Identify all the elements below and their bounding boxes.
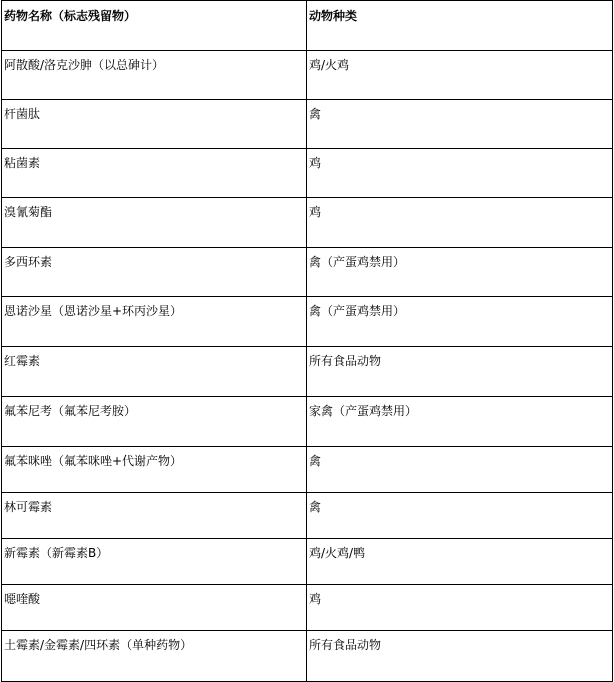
- table-row: [2, 149, 613, 198]
- drug-name-cell: 杆菌肽: [2, 100, 307, 149]
- animal-species-cell: 鸡: [307, 198, 613, 248]
- drug-name-cell: 氟苯尼考（氟苯尼考胺）: [2, 397, 307, 447]
- drug-name-cell: 阿散酸/洛克沙胂（以总砷计）: [2, 51, 307, 100]
- table-row: [2, 397, 613, 447]
- animal-species-cell: 家禽（产蛋鸡禁用）: [307, 397, 613, 447]
- drug-name-cell: 恩诺沙星（恩诺沙星+环丙沙星）: [2, 297, 307, 347]
- drug-name-cell: 粘菌素: [2, 149, 307, 198]
- animal-species-cell: 禽: [307, 100, 613, 149]
- table-row: [2, 447, 613, 493]
- table-row: [2, 51, 613, 100]
- table-row: [2, 631, 613, 682]
- animal-species-cell: 禽（产蛋鸡禁用）: [307, 248, 613, 297]
- table-row: [2, 347, 613, 397]
- table-row: [2, 493, 613, 539]
- drug-residue-table: [1, 0, 613, 682]
- drug-name-cell: 林可霉素: [2, 493, 307, 539]
- animal-species-cell: 禽（产蛋鸡禁用）: [307, 297, 613, 347]
- table-row: [2, 248, 613, 297]
- drug-name-cell: 溴氰菊酯: [2, 198, 307, 248]
- animal-species-cell: 鸡/火鸡/鸭: [307, 539, 613, 585]
- table-row: [2, 198, 613, 248]
- drug-name-cell: 多西环素: [2, 248, 307, 297]
- animal-species-cell: 鸡: [307, 149, 613, 198]
- animal-species-cell: 所有食品动物: [307, 347, 613, 397]
- table-row: [2, 100, 613, 149]
- table-row: [2, 585, 613, 631]
- drug-name-cell: 土霉素/金霉素/四环素（单种药物）: [2, 631, 307, 682]
- drug-name-cell: 氟苯咪唑（氟苯咪唑+代谢产物）: [2, 447, 307, 493]
- animal-species-cell: 禽: [307, 447, 613, 493]
- header-animal-species: 动物种类: [307, 1, 613, 51]
- drug-name-cell: 噁喹酸: [2, 585, 307, 631]
- animal-species-cell: 禽: [307, 493, 613, 539]
- drug-name-cell: 新霉素（新霉素B）: [2, 539, 307, 585]
- table-header-row: [2, 1, 613, 51]
- drug-name-cell: 红霉素: [2, 347, 307, 397]
- animal-species-cell: 鸡/火鸡: [307, 51, 613, 100]
- animal-species-cell: 鸡: [307, 585, 613, 631]
- table-row: [2, 539, 613, 585]
- animal-species-cell: 所有食品动物: [307, 631, 613, 682]
- table-row: [2, 297, 613, 347]
- header-drug-name: 药物名称（标志残留物）: [2, 1, 307, 51]
